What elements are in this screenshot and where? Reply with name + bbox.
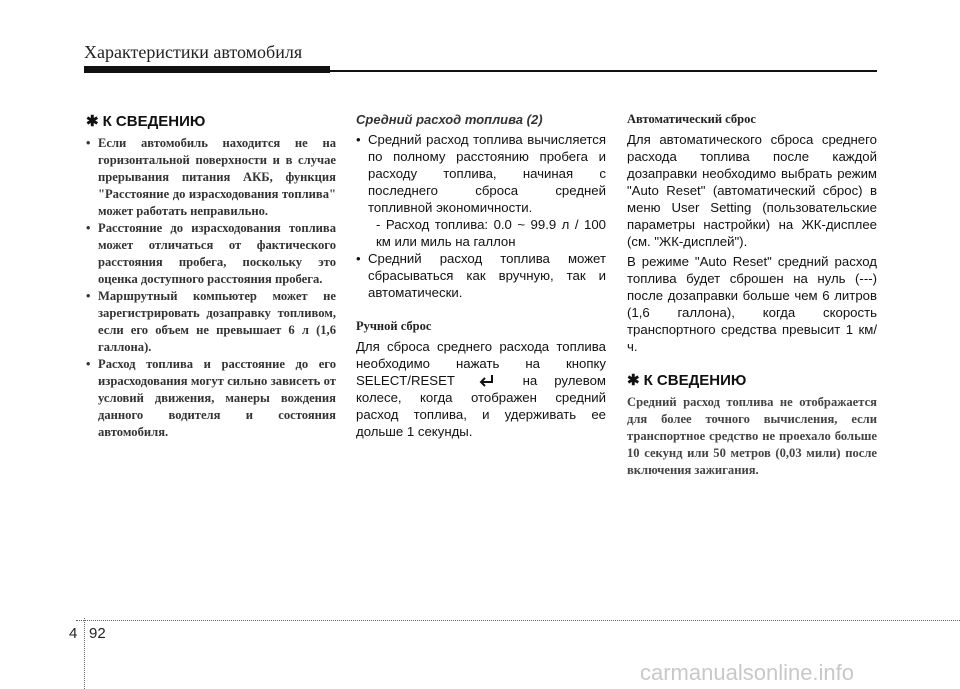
list-item: • Маршрутный компьютер может не зарегистрировать дозаправку топливом, если его объем не превышает 6 л (1,6 галлона). [86, 288, 336, 356]
footer-rule [76, 620, 960, 621]
auto-reset-text-2: В режиме "Auto Reset" средний расход топлива будет сброшен на нуль (---) после дозаправки больше чем 6 литров (1,6 галлона), когда скорость транспортного средства превысит 1 км/ч. [627, 254, 877, 354]
caution-heading [86, 112, 336, 130]
bullet-text: Средний расход топлива вычисляется по полному расстоянию пробега и расходу топлива, начиная с последнего сброса средней топливной экономичности. [368, 132, 606, 215]
list-item: • Расход топлива и расстояние до его израсходования могут сильно зависеть от условий движения, манеры вождения данного водителя и состояния автомобиля. [86, 356, 336, 441]
section-number: 4 [69, 625, 78, 642]
enter-icon [472, 373, 506, 387]
star-icon: ✱ [627, 372, 640, 389]
column-left [86, 112, 336, 441]
column-right [627, 112, 877, 479]
auto-reset-text: Для автоматического сброса среднего расхода топлива после каждой дозаправки необходимо выбрать режим "Auto Reset" (автоматический сброс) в меню User Setting (пользовательские параметры настройки) на ЖК-дисплее (см. "ЖК-дисплей"). [627, 132, 877, 249]
list-item [356, 131, 606, 250]
section-title: Средний расход топлива (2) [356, 112, 543, 127]
average-fuel-list [356, 131, 606, 301]
manual-reset-title: Ручной сброс [356, 319, 432, 333]
range-note: - Расход топлива: 0.0 ~ 99.9 л / 100 км или миль на галлон [376, 217, 606, 249]
list-item: • Средний расход топлива может сбрасываться как вручную, так и автоматически. [356, 250, 606, 301]
list-item: • Расстояние до израсходования топлива может отличаться от фактического расстояния пробега, поскольку это оценка доступного расстояния пробега. [86, 220, 336, 288]
auto-reset-title: Автоматический сброс [627, 112, 756, 126]
column-middle [356, 112, 606, 440]
caution-heading [627, 371, 877, 389]
footer-divider [84, 618, 85, 689]
watermark: carmanualsonline.info [640, 660, 855, 685]
caution-title: К СВЕДЕНИЮ [643, 372, 747, 389]
caution-title: К СВЕДЕНИЮ [102, 113, 206, 130]
page-number: 92 [89, 625, 106, 642]
page-header-title: Характеристики автомобиля [84, 42, 303, 62]
caution-text: Средний расход топлива не отображается для более точного вычисления, если транспортное средство не проехало больше 10 секунд или 50 метров (0,03 мили) после включения зажигания. [627, 395, 877, 477]
manual-text-after: на рулевом колесе, когда отображен средний расход топлива, и удерживать ее дольше 1 секунды. [356, 373, 606, 439]
header-rule [330, 70, 877, 72]
caution-list [86, 135, 336, 441]
star-icon: ✱ [86, 113, 99, 130]
manual-reset-text [356, 338, 606, 440]
manual-text-before: Для сброса среднего расхода топлива необходимо нажать на кнопку SELECT/RESET [356, 339, 606, 388]
header-bar [84, 66, 330, 73]
list-item: • Если автомобиль находится не на горизонтальной поверхности и в случае прерывания питания АКБ, функция "Расстояние до израсходования топлива" может работать неправильно. [86, 135, 336, 220]
